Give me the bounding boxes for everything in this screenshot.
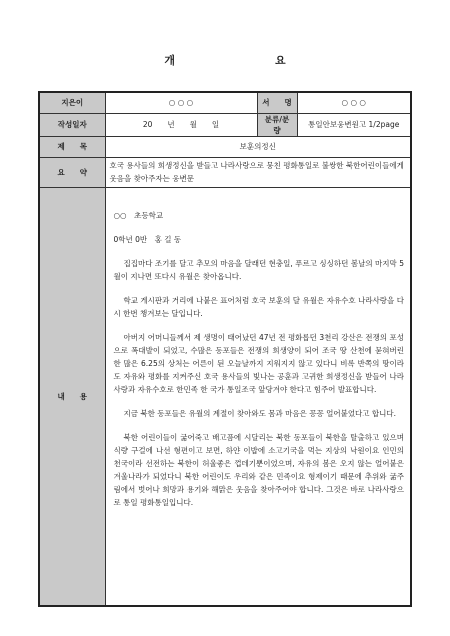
- content-label: 내 용: [39, 187, 105, 606]
- author-value: ○ ○ ○: [105, 92, 257, 113]
- paragraph: 북한 어린이들이 굶어죽고 배고픔에 시달리는 북한 동포들이 북한을 탈출하고 있으며 식량 구걸에 나선 형편이고 보면, 하얀 이밥에 소고기국을 먹는 지상의 낙원이요 인민의 천국이라 선전하는 북한이 허울좋은 껍데기뿐이었으며, 자유의 봄은 오지 않는 얼어붙은 겨울나라가 되었다니 북한 어린이도 우리와 같은 민족이요 형제이기 때문에 추위와 굶주림에서 벗어나 희망과 용기와 해맑은 웃음을 찾아주어야 합니다. 그것은 바로 나라사랑으로 통일 평화통일입니다.: [113, 432, 404, 507]
- row-subject: [39, 136, 411, 157]
- category-value: 통일안보웅변원고 1/2page: [297, 113, 411, 136]
- paragraph: 학교 게시판과 거리에 나붙은 표어처럼 호국 보훈의 달 유월은 자유수호 나라사랑을 다시 한번 챙겨보는 달입니다.: [113, 295, 404, 318]
- school-name: ○○ 초등학교: [113, 210, 164, 220]
- document-title: 개 요: [164, 54, 312, 67]
- row-content: [39, 187, 411, 606]
- row-summary: [39, 157, 411, 187]
- author-label: 지은이: [39, 92, 105, 113]
- subject-label: 제 목: [39, 136, 105, 157]
- paragraph: 아버지 어머니들께서 제 생명이 태어났던 47년 전 평화롭던 3천리 강산은 전쟁의 포성으로 폭대발이 되었고, 수많은 동포들은 전쟁의 희생양이 되어 조국 땅 산천에 묻혀버린 한 많은 6.25의 상처는 어른이 된 오늘날까지 지워지지 않고 있다니 비록 반쪽의 땅이라도 자유와 평화를 지켜주신 호국 용사들의 빛나는 공훈과 고귀한 희생정신을 받들어 나라사랑과 자유수호로 한민족 한 국가 통일조국 앞당겨야 한다고 힘주어 발표합니다.: [113, 332, 404, 394]
- category-label: 분류/분량: [257, 113, 297, 136]
- summary-label: 요 약: [39, 157, 105, 187]
- paragraph: 집집마다 조기를 달고 추모의 마음을 달래던 현충일, 푸르고 싱싱하던 봄날의 마지막 5월이 지나면 또다시 유월은 찾아옵니다.: [113, 258, 404, 281]
- summary-value: 호국 용사들의 희생정신을 받들고 나라사랑으로 뭉친 평화통일로 불쌍한 북한어린이들에게 웃음을 찾아주자는 웅변문: [105, 157, 411, 187]
- title-field-label: 서 명: [257, 92, 297, 113]
- content-body: [105, 187, 411, 606]
- date-label: 작성일자: [39, 113, 105, 136]
- title-field-value: ○ ○ ○: [297, 92, 411, 113]
- paragraph: 지금 북한 동포들은 유월의 계절이 찾아와도 몸과 마음은 꽁꽁 얼어붙었다고 합니다.: [123, 408, 397, 418]
- row-author: [39, 92, 411, 113]
- overview-form: [38, 91, 412, 607]
- date-value: 20 년 월 일: [105, 113, 257, 136]
- subject-value: 보훈의정신: [105, 136, 411, 157]
- row-date: [39, 113, 411, 136]
- student-name: 0학년 0반 홍 길 동: [113, 234, 182, 244]
